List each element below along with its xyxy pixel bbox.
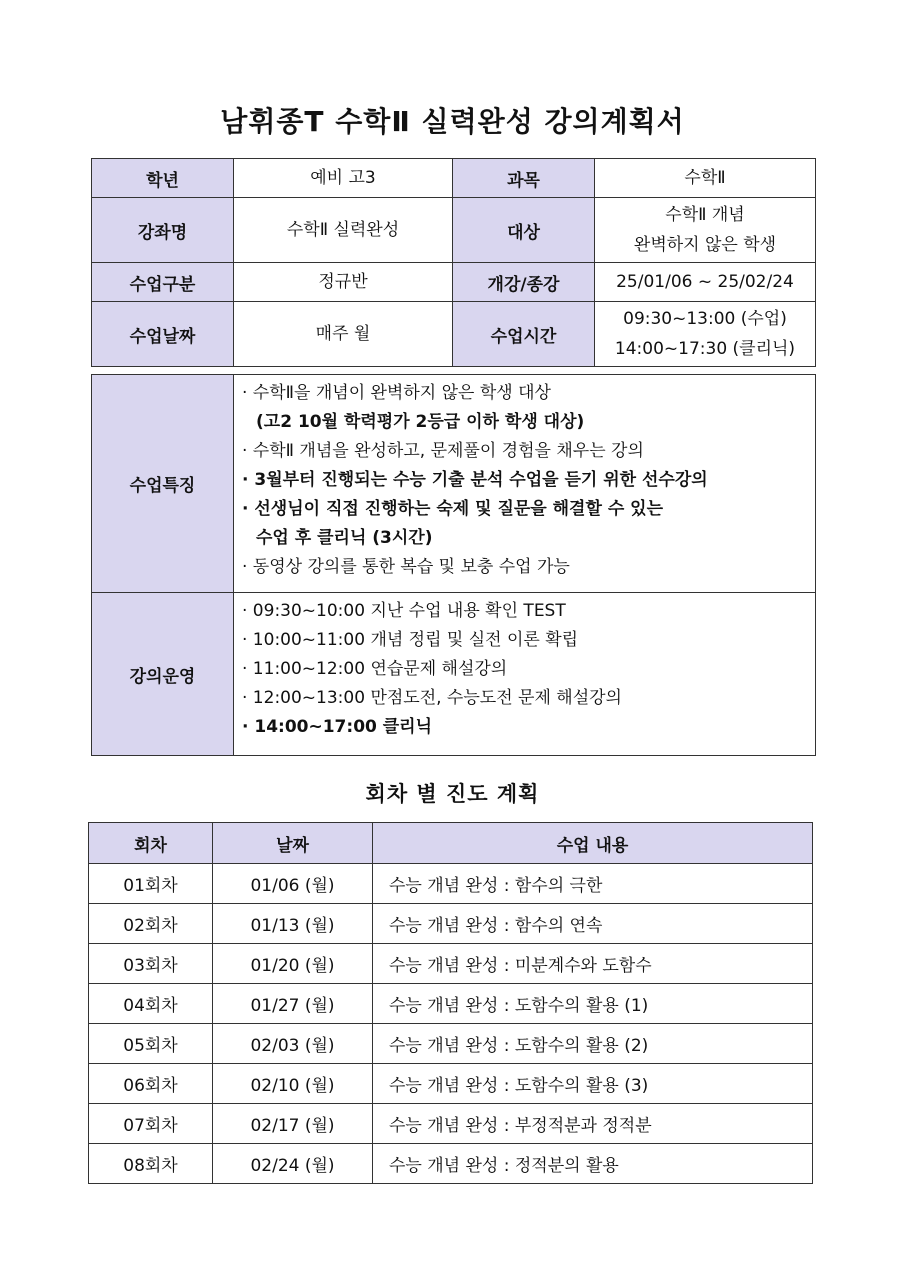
table-row [89, 944, 813, 984]
schedule-header-date: 날짜 [213, 823, 373, 864]
period-value: 25/01/06 ~ 25/02/24 [595, 263, 816, 302]
session-cell: 02회차 [89, 904, 213, 944]
table-row [89, 984, 813, 1024]
session-cell: 06회차 [89, 1064, 213, 1104]
date-cell: 01/06 (월) [213, 864, 373, 904]
operation-content [234, 593, 816, 756]
table-row [89, 1104, 813, 1144]
period-label: 개강/종강 [453, 263, 595, 302]
date-cell: 02/17 (월) [213, 1104, 373, 1144]
date-cell: 02/24 (월) [213, 1144, 373, 1184]
table-row [89, 1144, 813, 1184]
date-cell: 02/03 (월) [213, 1024, 373, 1064]
session-cell: 04회차 [89, 984, 213, 1024]
course-value: 수학Ⅱ 실력완성 [234, 198, 453, 263]
features-label: 수업특징 [92, 375, 234, 593]
feature-line: · 선생님이 직접 진행하는 숙제 및 질문을 해결할 수 있는 [242, 499, 664, 519]
feature-line: · 동영상 강의를 통한 복습 및 보충 수업 가능 [242, 557, 570, 577]
content-cell: 수능 개념 완성 : 함수의 연속 [373, 904, 813, 944]
content-cell: 수능 개념 완성 : 도함수의 활용 (1) [373, 984, 813, 1024]
operation-label: 강의운영 [92, 593, 234, 756]
grade-value: 예비 고3 [234, 159, 453, 198]
table-row [89, 904, 813, 944]
operation-line: · 10:00~11:00 개념 정립 및 실전 이론 확립 [242, 630, 579, 650]
target-value [595, 198, 816, 263]
feature-line: · 3월부터 진행되는 수능 기출 분석 수업을 듣기 위한 선수강의 [242, 470, 708, 490]
content-cell: 수능 개념 완성 : 부정적분과 정적분 [373, 1104, 813, 1144]
session-cell: 05회차 [89, 1024, 213, 1064]
content-cell: 수능 개념 완성 : 함수의 극한 [373, 864, 813, 904]
course-info-table [91, 158, 816, 367]
date-cell: 01/20 (월) [213, 944, 373, 984]
feature-line: (고2 10월 학력평가 2등급 이하 학생 대상) [256, 412, 585, 432]
date-cell: 01/13 (월) [213, 904, 373, 944]
schedule-header-session: 회차 [89, 823, 213, 864]
feature-line: · 수학Ⅱ 개념을 완성하고, 문제풀이 경험을 채우는 강의 [242, 441, 644, 461]
schedule-title: 회차 별 진도 계획 [365, 782, 540, 806]
table-row [89, 1024, 813, 1064]
session-cell: 07회차 [89, 1104, 213, 1144]
features-content [234, 375, 816, 593]
course-label: 강좌명 [92, 198, 234, 263]
day-value: 매주 월 [234, 302, 453, 367]
operation-line: · 11:00~12:00 연습문제 해설강의 [242, 659, 508, 679]
time-label: 수업시간 [453, 302, 595, 367]
class-type-label: 수업구분 [92, 263, 234, 302]
target-label: 대상 [453, 198, 595, 263]
content-cell: 수능 개념 완성 : 도함수의 활용 (2) [373, 1024, 813, 1064]
table-row [89, 864, 813, 904]
class-type-value: 정규반 [234, 263, 453, 302]
date-cell: 02/10 (월) [213, 1064, 373, 1104]
session-cell: 03회차 [89, 944, 213, 984]
target-value-line-2: 완벽하지 않은 학생 [633, 235, 777, 255]
content-cell: 수능 개념 완성 : 도함수의 활용 (3) [373, 1064, 813, 1104]
schedule-table [88, 822, 813, 1184]
content-cell: 수능 개념 완성 : 정적분의 활용 [373, 1144, 813, 1184]
table-row [89, 1064, 813, 1104]
time-value [595, 302, 816, 367]
schedule-header-content: 수업 내용 [373, 823, 813, 864]
grade-label: 학년 [92, 159, 234, 198]
content-cell: 수능 개념 완성 : 미분계수와 도함수 [373, 944, 813, 984]
subject-value: 수학Ⅱ [595, 159, 816, 198]
feature-line: · 수학Ⅱ을 개념이 완벽하지 않은 학생 대상 [242, 383, 551, 403]
date-cell: 01/27 (월) [213, 984, 373, 1024]
feature-line: 수업 후 클리닉 (3시간) [256, 528, 433, 548]
operation-line: · 09:30~10:00 지난 수업 내용 확인 TEST [242, 601, 566, 621]
course-details-table [91, 374, 816, 756]
session-cell: 01회차 [89, 864, 213, 904]
operation-line: · 12:00~13:00 만점도전, 수능도전 문제 해설강의 [242, 688, 622, 708]
session-cell: 08회차 [89, 1144, 213, 1184]
day-label: 수업날짜 [92, 302, 234, 367]
page-title: 남휘종T 수학Ⅱ 실력완성 강의계획서 [220, 105, 685, 138]
time-value-line-1: 09:30~13:00 (수업) [623, 309, 787, 329]
time-value-line-2: 14:00~17:30 (클리닉) [614, 339, 796, 359]
target-value-line-1: 수학Ⅱ 개념 [665, 205, 745, 225]
operation-line: · 14:00~17:00 클리닉 [242, 717, 433, 737]
subject-label: 과목 [453, 159, 595, 198]
